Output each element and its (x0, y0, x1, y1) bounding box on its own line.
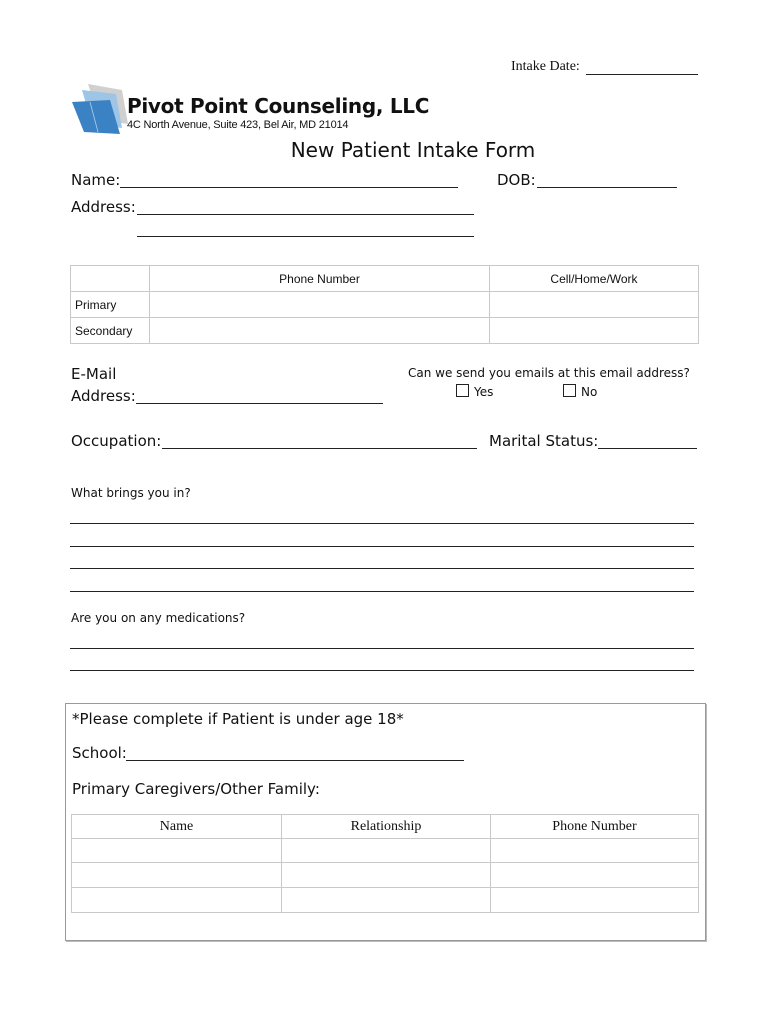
email-consent-no[interactable] (563, 384, 597, 399)
phone-row-label: Primary (71, 292, 150, 318)
school-label: School: (72, 744, 127, 762)
caregiver-phone-header: Phone Number (491, 815, 699, 839)
email-consent-yes[interactable] (456, 384, 493, 399)
occupation-label: Occupation: (71, 432, 162, 450)
caregivers-label: Primary Caregivers/Other Family: (72, 780, 320, 798)
name-label: Name: (71, 171, 121, 189)
phone-table-header-row (71, 266, 699, 292)
caregiver-phone-cell[interactable] (491, 888, 699, 913)
primary-phone-type-cell[interactable] (490, 292, 699, 318)
marital-status-label: Marital Status: (489, 432, 599, 450)
school-field[interactable] (126, 760, 464, 761)
caregiver-name-cell[interactable] (72, 839, 282, 863)
yes-label: Yes (474, 385, 494, 399)
occupation-field[interactable] (162, 448, 477, 449)
secondary-phone-cell[interactable] (150, 318, 490, 344)
reason-label: What brings you in? (71, 486, 191, 500)
caregiver-phone-cell[interactable] (491, 839, 699, 863)
table-row (72, 863, 699, 888)
name-field[interactable] (120, 187, 458, 188)
table-row (72, 839, 699, 863)
primary-phone-cell[interactable] (150, 292, 490, 318)
table-row (71, 318, 699, 344)
caregiver-relationship-header: Relationship (282, 815, 491, 839)
minor-section-heading: *Please complete if Patient is under age 18* (72, 710, 404, 728)
company-address: 4C North Avenue, Suite 423, Bel Air, MD 21014 (127, 119, 349, 131)
email-consent-question: Can we send you emails at this email address? (408, 366, 690, 380)
medications-field-line1[interactable] (70, 648, 694, 649)
caregiver-name-cell[interactable] (72, 888, 282, 913)
phone-row-label: Secondary (71, 318, 150, 344)
dob-field[interactable] (537, 187, 677, 188)
caregiver-name-header: Name (72, 815, 282, 839)
reason-field-line1[interactable] (70, 523, 694, 524)
marital-status-field[interactable] (598, 448, 697, 449)
phone-table (70, 265, 699, 344)
reason-field-line2[interactable] (70, 546, 694, 547)
intake-date-label: Intake Date: (511, 59, 580, 74)
caregivers-table-header-row (72, 815, 699, 839)
email-field[interactable] (136, 403, 383, 404)
caregiver-relationship-cell[interactable] (282, 888, 491, 913)
phone-number-header: Phone Number (150, 266, 490, 292)
caregiver-relationship-cell[interactable] (282, 863, 491, 888)
no-label: No (581, 385, 598, 399)
address-label: Address: (71, 198, 136, 216)
reason-field-line4[interactable] (70, 591, 694, 592)
caregiver-phone-cell[interactable] (491, 863, 699, 888)
address-field-line1[interactable] (137, 214, 474, 215)
reason-field-line3[interactable] (70, 568, 694, 569)
table-row (72, 888, 699, 913)
table-row (71, 292, 699, 318)
no-checkbox[interactable] (563, 384, 576, 397)
phone-table-header-blank (71, 266, 150, 292)
email-label-line2: Address: (71, 387, 136, 405)
secondary-phone-type-cell[interactable] (490, 318, 699, 344)
yes-checkbox[interactable] (456, 384, 469, 397)
email-label-line1: E-Mail (71, 365, 117, 383)
caregiver-name-cell[interactable] (72, 863, 282, 888)
intake-date-field[interactable] (586, 74, 698, 75)
medications-field-line2[interactable] (70, 670, 694, 671)
address-field-line2[interactable] (137, 236, 474, 237)
caregivers-table (71, 814, 699, 913)
phone-type-header: Cell/Home/Work (490, 266, 699, 292)
medications-label: Are you on any medications? (71, 611, 246, 625)
dob-label: DOB: (497, 171, 536, 189)
form-title: New Patient Intake Form (290, 138, 536, 162)
open-book-logo-icon (70, 80, 130, 136)
company-name: Pivot Point Counseling, LLC (127, 94, 430, 118)
caregiver-relationship-cell[interactable] (282, 839, 491, 863)
